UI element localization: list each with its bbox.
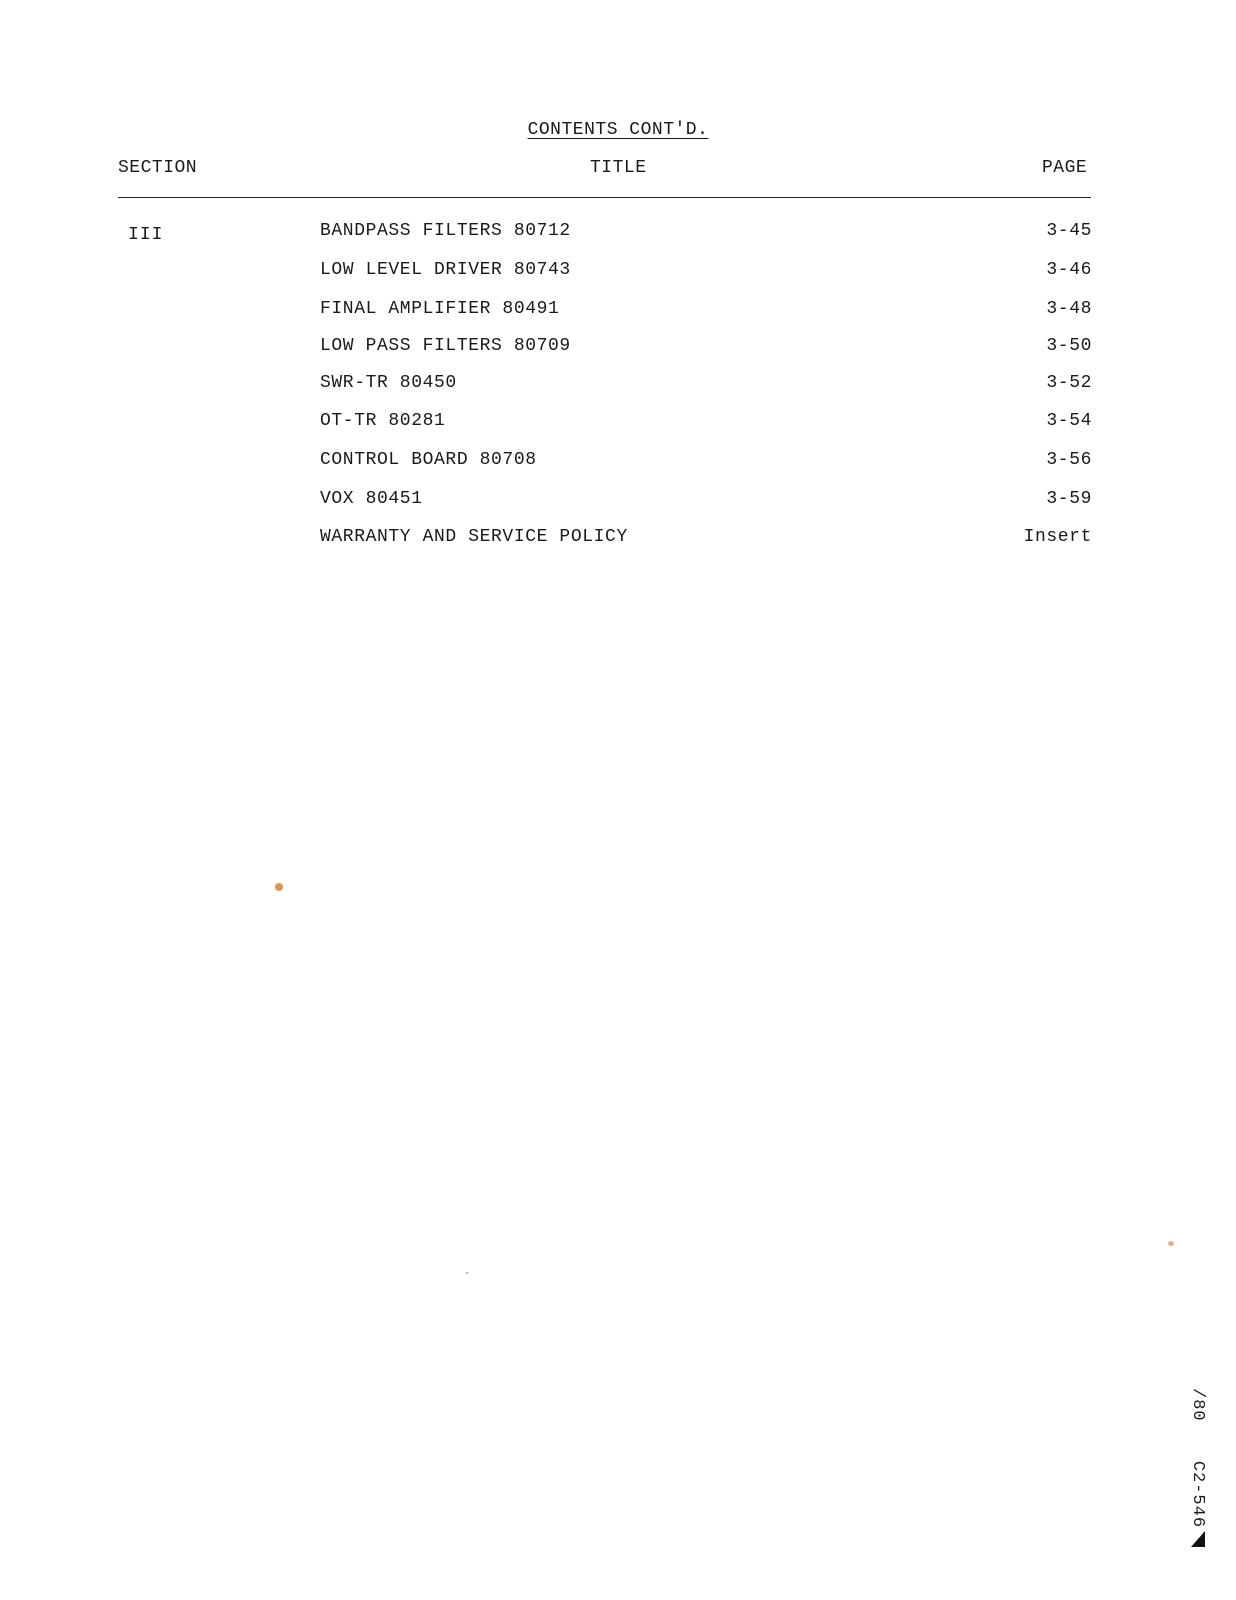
- contents-entry: [320, 489, 1092, 513]
- entry-title: BANDPASS FILTERS 80712: [320, 221, 571, 241]
- paper-speck: [466, 1272, 468, 1274]
- margin-date: /80: [1188, 1388, 1207, 1422]
- column-header-section: SECTION: [118, 158, 198, 178]
- entry-title: SWR-TR 80450: [320, 373, 457, 393]
- contents-entry: [320, 336, 1092, 360]
- contents-entry: [320, 299, 1092, 323]
- entry-page: 3-48: [1046, 299, 1092, 319]
- entry-title: LOW LEVEL DRIVER 80743: [320, 260, 571, 280]
- margin-doc-code: [1188, 1388, 1207, 1528]
- corner-triangle-icon: [1191, 1531, 1205, 1547]
- margin-code: C2-546: [1188, 1460, 1207, 1529]
- contents-entry: [320, 260, 1092, 284]
- entry-page: 3-52: [1046, 373, 1092, 393]
- entry-title: OT-TR 80281: [320, 411, 446, 431]
- section-number: III: [128, 225, 164, 245]
- entry-page: 3-56: [1046, 450, 1092, 470]
- entry-title: FINAL AMPLIFIER 80491: [320, 299, 560, 319]
- column-header-page: PAGE: [1042, 158, 1088, 178]
- contents-heading: [0, 120, 1236, 140]
- entry-title: VOX 80451: [320, 489, 423, 509]
- paper-speck: [275, 883, 283, 891]
- contents-entry: [320, 527, 1092, 551]
- contents-entry: [320, 373, 1092, 397]
- entry-page: 3-54: [1046, 411, 1092, 431]
- entry-page: 3-46: [1046, 260, 1092, 280]
- entry-page: 3-59: [1046, 489, 1092, 509]
- contents-heading-text: CONTENTS CONT'D.: [527, 120, 709, 140]
- entry-page: Insert: [1023, 527, 1092, 547]
- entry-title: CONTROL BOARD 80708: [320, 450, 537, 470]
- contents-entry: [320, 450, 1092, 474]
- contents-entry: [320, 411, 1092, 435]
- paper-speck: [1168, 1241, 1174, 1246]
- entry-title: LOW PASS FILTERS 80709: [320, 336, 571, 356]
- header-rule: [118, 197, 1091, 198]
- column-header-title: TITLE: [590, 158, 647, 178]
- entry-title: WARRANTY AND SERVICE POLICY: [320, 527, 628, 547]
- contents-entry: [320, 221, 1092, 245]
- entry-page: 3-50: [1046, 336, 1092, 356]
- entry-page: 3-45: [1046, 221, 1092, 241]
